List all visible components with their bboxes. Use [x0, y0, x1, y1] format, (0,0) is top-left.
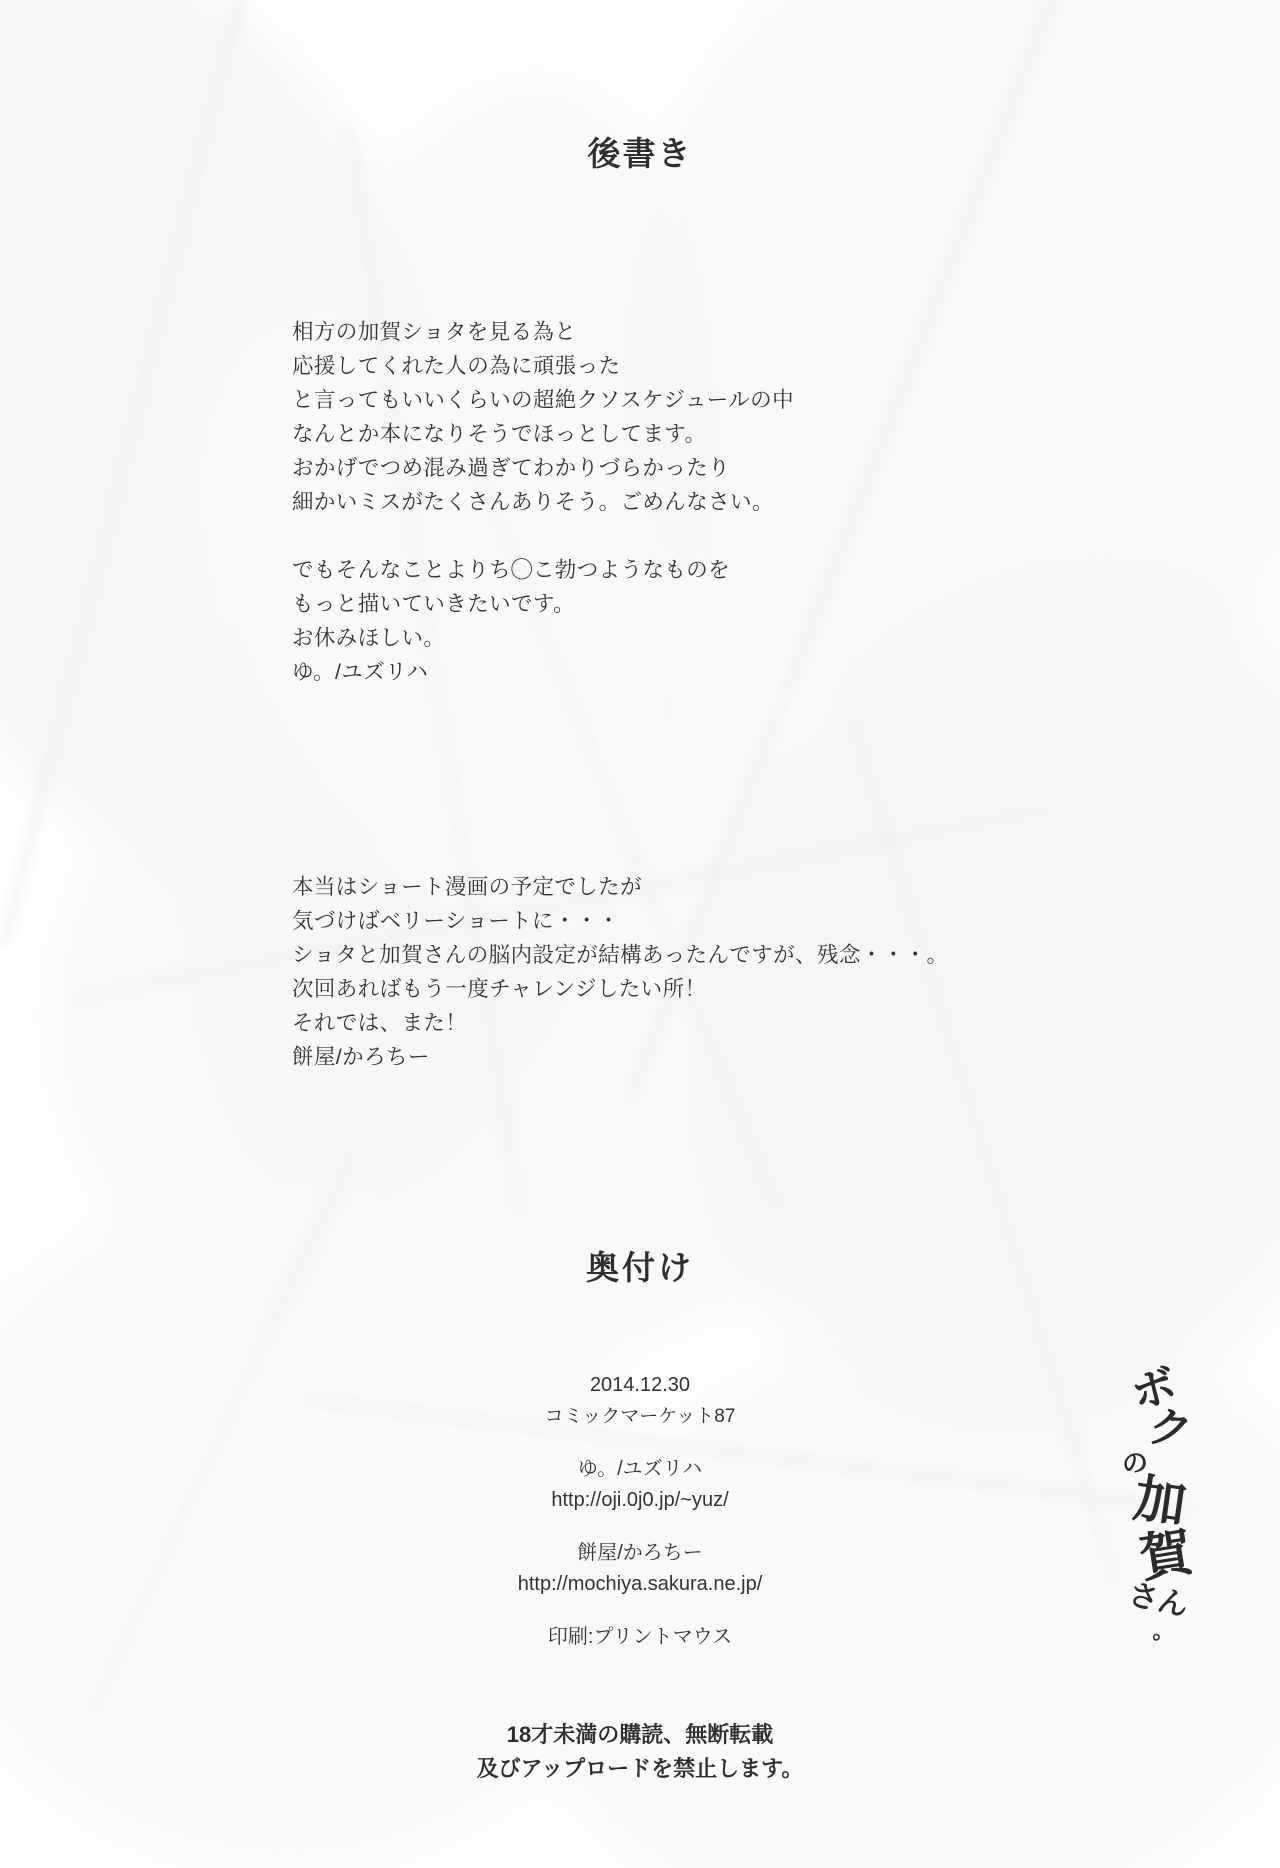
circle-two-name: 餅屋/かろちー — [577, 1542, 703, 1564]
logo-char: 。 — [1151, 1617, 1175, 1644]
afterword-line: 応援してくれた人の為に頑張った — [292, 354, 621, 378]
afterword-line: 細かいミスがたくさんありそう。ごめんなさい。 — [292, 490, 774, 514]
afterword-line: お休みほしい。 — [292, 626, 446, 650]
logo-char: さん — [1125, 1578, 1191, 1623]
afterword-heading: 後書き — [587, 135, 693, 172]
afterword-section-one — [292, 315, 794, 689]
paragraph-gap — [292, 519, 794, 553]
afterword-line: 次回あればもう一度チャレンジしたい所！ — [292, 977, 707, 1001]
afterword-line: でもそんなことよりち◯こ勃つようなものを — [292, 558, 731, 582]
circle-one-url[interactable]: http://oji.0j0.jp/~yuz/ — [551, 1489, 729, 1511]
afterword-line: 相方の加賀ショタを見る為と — [292, 320, 577, 344]
afterword-line: なんとか本になりそうでほっとしてます。 — [292, 422, 707, 446]
printer-name: 印刷:プリントマウス — [547, 1626, 733, 1648]
circle-one-name: ゆ。/ユズリハ — [577, 1458, 703, 1480]
afterword-line: 気づけばベリーショートに・・・ — [292, 909, 620, 933]
age-restriction-notice — [0, 1718, 1280, 1786]
afterword-line: もっと描いていきたいです。 — [292, 592, 575, 616]
logo-char: 加 — [1130, 1469, 1190, 1535]
afterword-line: 本当はショート漫画の予定でしたが — [292, 875, 642, 899]
afterword-line: と言ってもいいくらいの超絶クソスケジュールの中 — [292, 388, 794, 412]
logo-char: ク — [1144, 1401, 1197, 1458]
logo-char: 賀 — [1135, 1523, 1197, 1589]
afterword-line: それでは、また！ — [292, 1011, 468, 1035]
logo-char: ボ — [1126, 1360, 1182, 1419]
afterword-signature-two: 餅屋/かろちー — [292, 1045, 430, 1069]
colophon-date: 2014.12.30 — [589, 1374, 691, 1396]
circle-two-url[interactable]: http://mochiya.sakura.ne.jp/ — [517, 1573, 763, 1595]
afterword-line: ショタと加賀さんの脳内設定が結構あったんですが、残念・・・。 — [292, 943, 949, 967]
notice-line-one: 18才未満の購読、無断転載 — [506, 1722, 774, 1747]
notice-line-two: 及びアップロードを禁止します。 — [476, 1756, 804, 1781]
logo-char: の — [1120, 1446, 1150, 1480]
afterword-line: おかげでつめ混み過ぎてわかりづらかったり — [292, 456, 731, 480]
colophon-event: コミックマーケット87 — [544, 1406, 736, 1427]
afterword-signature-one: ゆ。/ユズリハ — [292, 660, 429, 684]
colophon-heading: 奥付け — [586, 1249, 694, 1286]
title-logo — [1074, 1360, 1224, 1668]
afterword-section-two — [292, 870, 948, 1074]
